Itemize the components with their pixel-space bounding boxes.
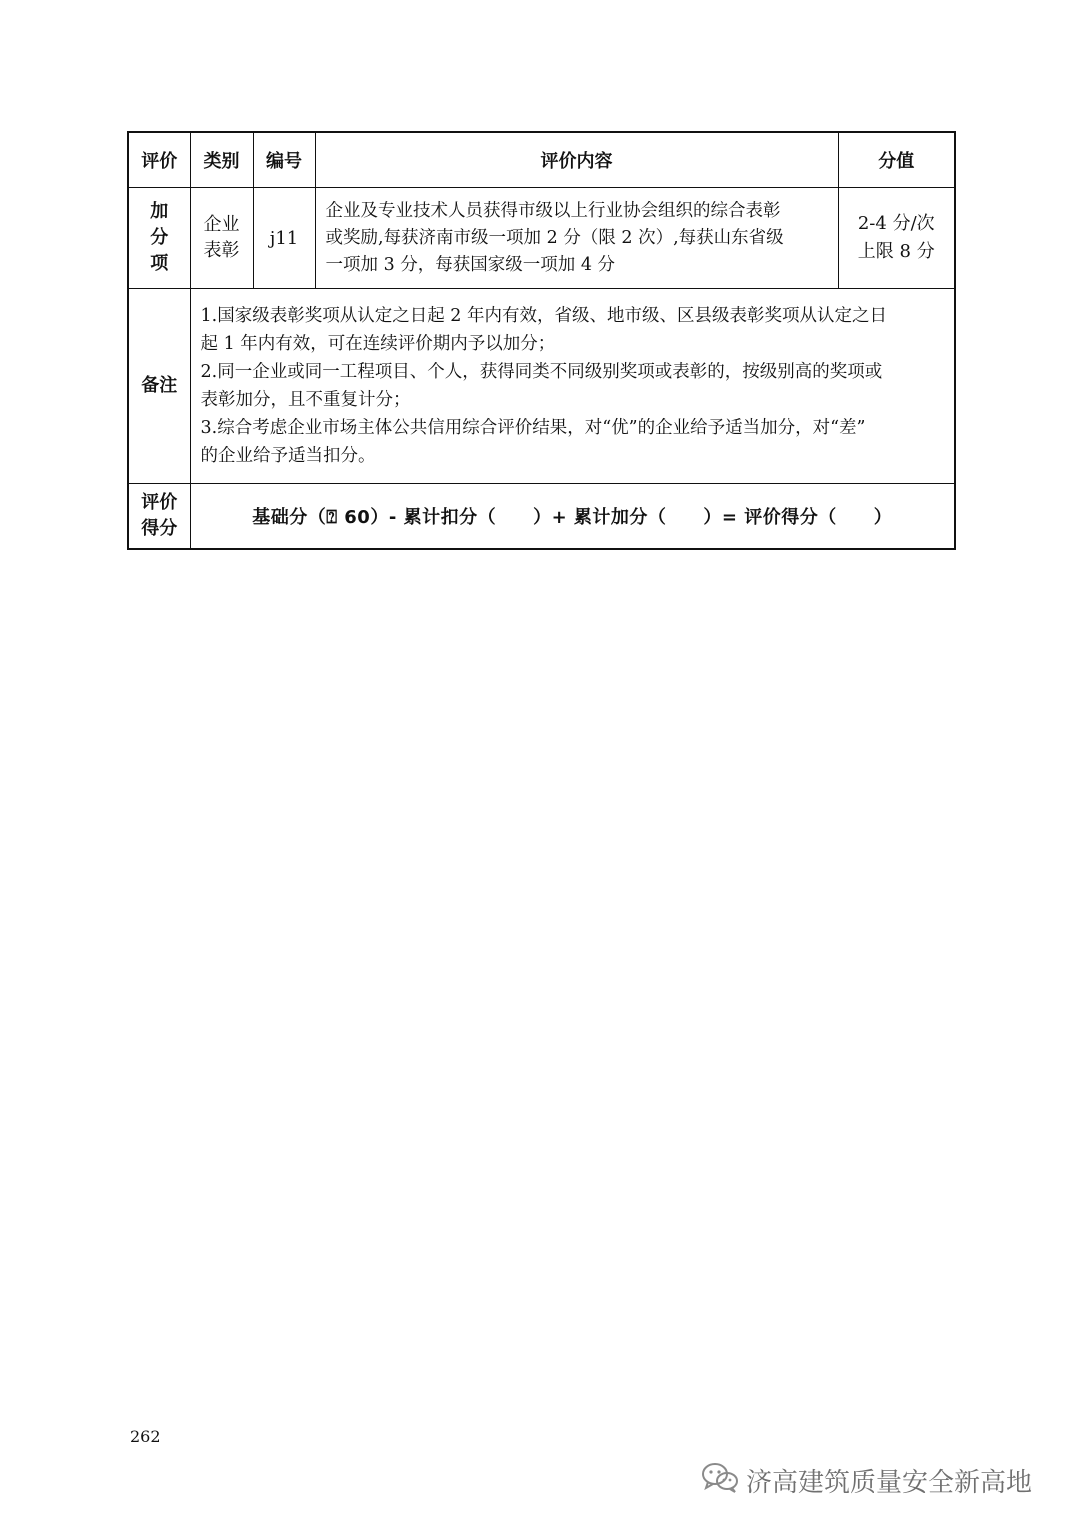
score-label-cell	[128, 484, 190, 550]
score-label-line: 评价	[141, 492, 178, 513]
bonus-label-line: 项	[150, 253, 169, 274]
bonus-code-cell: j11	[253, 188, 315, 289]
note-line: 1.国家级表彰奖项从认定之日起 2 年内有效，省级、地市级、区县级表彰奖项从认定之日	[200, 306, 887, 326]
watermark	[700, 1460, 1032, 1501]
note-line: 2.同一企业或同一工程项目、个人，获得同类不同级别奖项或表彰的，按级别高的奖项或	[200, 362, 883, 382]
notes-content	[190, 289, 955, 484]
table-row-bonus	[128, 188, 955, 289]
note-line: 3.综合考虑企业市场主体公共信用综合评价结果，对“优”的企业给予适当加分，对“差”	[200, 418, 866, 438]
table-row-score	[128, 484, 955, 550]
bonus-category-cell	[190, 188, 253, 289]
score-formula: 基础分（⍰ 60）- 累计扣分（ ）+ 累计加分（ ）= 评价得分（ ）	[190, 484, 955, 550]
table-header-row	[128, 132, 955, 188]
content-line: 企业及专业技术人员获得市级以上行业协会组织的综合表彰	[325, 200, 781, 221]
table-row-notes	[128, 289, 955, 484]
watermark-text: 济高建筑质量安全新高地	[746, 1468, 1033, 1498]
score-line: 上限 8 分	[857, 241, 935, 262]
score-label-line: 得分	[141, 518, 178, 539]
note-line: 的企业给予适当扣分。	[200, 446, 376, 466]
bonus-label-line: 分	[150, 227, 169, 248]
category-line: 表彰	[203, 240, 240, 261]
content-line: 或奖励,每获济南市级一项加 2 分（限 2 次）,每获山东省级	[325, 227, 784, 248]
wechat-icon	[700, 1460, 746, 1501]
bonus-label-cell	[128, 188, 190, 289]
evaluation-table	[127, 131, 956, 550]
header-code: 编号	[253, 132, 315, 188]
content-line: 一项加 3 分，每获国家级一项加 4 分	[325, 254, 616, 275]
bonus-score-cell	[838, 188, 955, 289]
header-content: 评价内容	[315, 132, 838, 188]
header-evaluation: 评价	[128, 132, 190, 188]
bonus-content-cell	[315, 188, 838, 289]
bonus-label-line: 加	[150, 201, 169, 222]
header-score: 分值	[838, 132, 955, 188]
page-number: 262	[130, 1427, 161, 1446]
score-line: 2-4 分/次	[857, 213, 935, 234]
note-line: 起 1 年内有效，可在连续评价期内予以加分；	[200, 334, 556, 354]
note-line: 表彰加分，且不重复计分；	[200, 390, 411, 410]
header-category: 类别	[190, 132, 253, 188]
category-line: 企业	[203, 214, 240, 235]
notes-label: 备注	[128, 289, 190, 484]
